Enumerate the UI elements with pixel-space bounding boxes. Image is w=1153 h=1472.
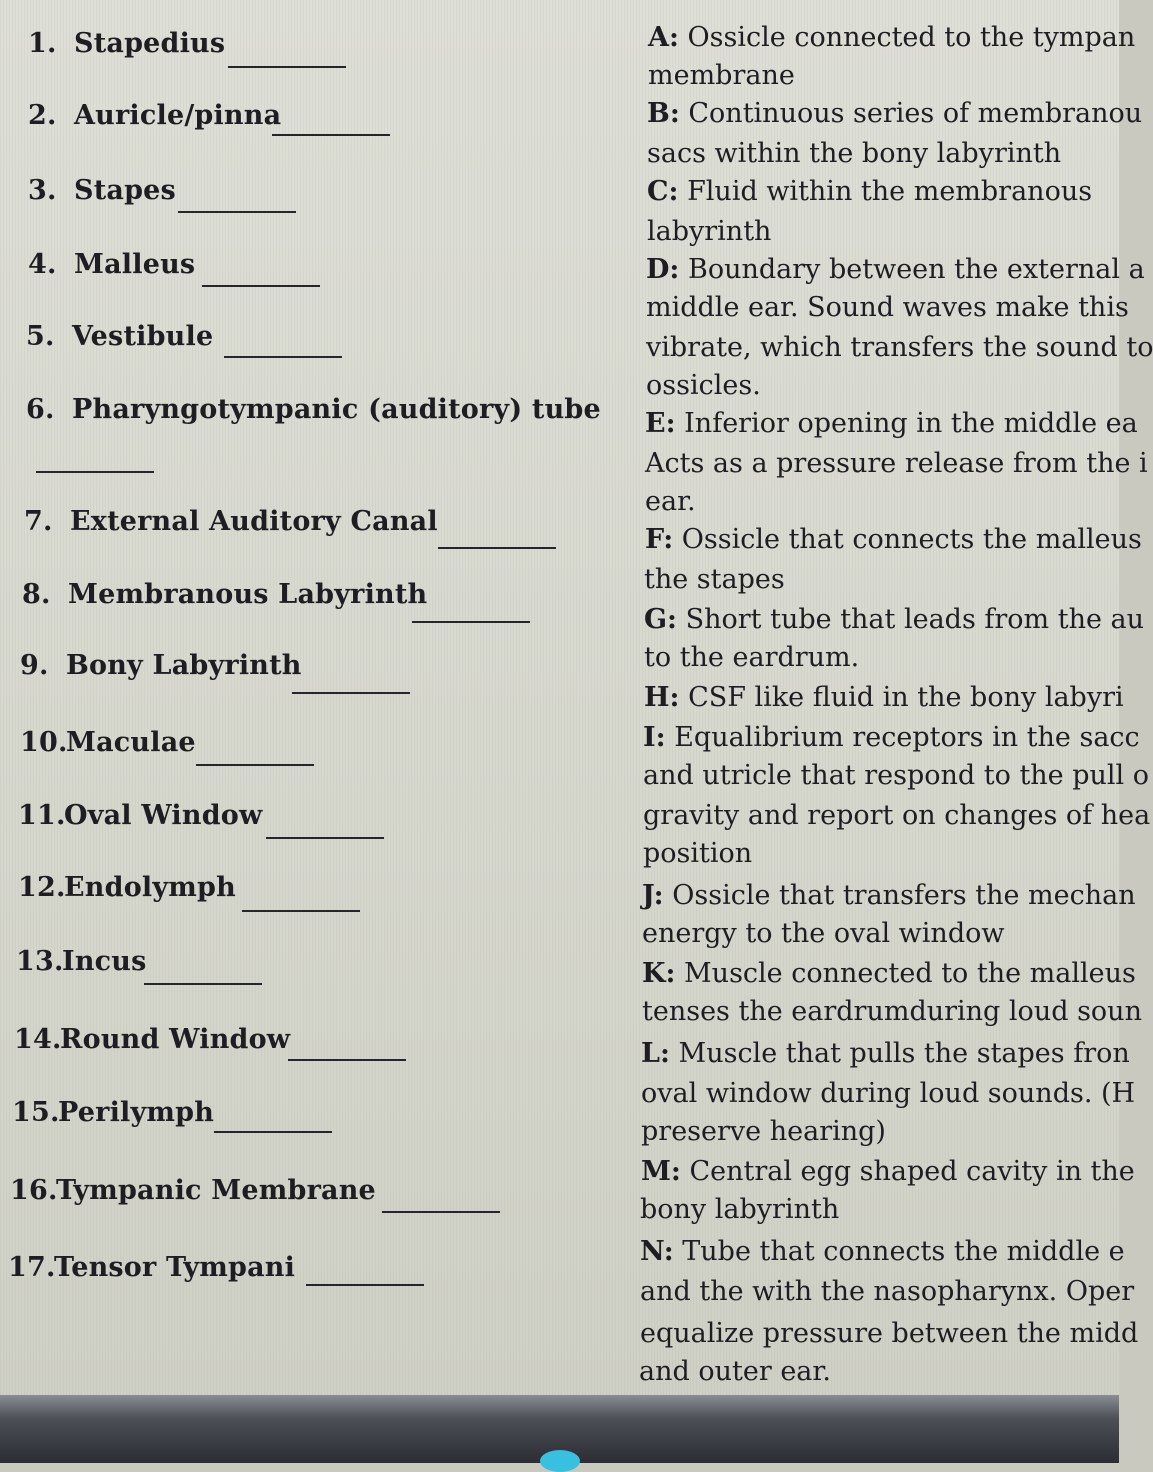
term-number: 11.	[18, 800, 66, 831]
definition-text: Short tube that leads from the au	[685, 604, 1145, 635]
term-item	[28, 28, 225, 59]
definition-letter: A:	[648, 22, 679, 53]
definition-text: Acts as a pressure release from the i	[645, 448, 1148, 479]
definition-continuation	[643, 800, 1150, 831]
term-item	[24, 506, 438, 537]
definition-text: ear.	[645, 486, 696, 517]
definition-continuation	[644, 564, 785, 595]
term-number: 3.	[28, 175, 57, 206]
term-label: Maculae	[66, 727, 196, 758]
definition-line	[643, 722, 1140, 753]
definition-letter: N:	[640, 1236, 674, 1267]
answer-blank[interactable]	[306, 1284, 424, 1286]
answer-blank[interactable]	[242, 910, 360, 912]
term-number: 13.	[16, 946, 64, 977]
definition-line	[644, 682, 1124, 713]
term-number: 10.	[20, 727, 68, 758]
definition-letter: C:	[647, 176, 679, 207]
term-label: Incus	[62, 946, 147, 977]
term-number: 6.	[26, 394, 55, 425]
definition-text: Ossicle that connects the malleus	[681, 524, 1142, 555]
term-item	[20, 727, 196, 758]
term-item	[14, 1024, 290, 1055]
definition-letter: H:	[644, 682, 680, 713]
term-label: Tympanic Membrane	[56, 1175, 376, 1206]
term-number: 5.	[26, 321, 55, 352]
definition-continuation	[641, 1116, 886, 1147]
term-number: 4.	[28, 249, 57, 280]
definition-text: CSF like fluid in the bony labyri	[688, 682, 1124, 713]
definition-text: bony labyrinth	[640, 1194, 840, 1225]
term-item	[28, 100, 281, 131]
definition-continuation	[642, 996, 1142, 1027]
definition-line	[645, 408, 1138, 439]
definition-text: Fluid within the membranous	[687, 176, 1093, 207]
definition-continuation	[640, 1276, 1134, 1307]
definition-text: middle ear. Sound waves make this	[646, 292, 1129, 323]
definition-continuation	[643, 838, 752, 869]
answer-blank[interactable]	[214, 1131, 332, 1133]
definition-continuation	[645, 486, 696, 517]
term-item	[8, 1252, 295, 1283]
definition-continuation	[644, 642, 859, 673]
definition-line	[647, 98, 1142, 129]
term-number: 8.	[22, 579, 51, 610]
definition-text: and the with the nasopharynx. Oper	[640, 1276, 1135, 1307]
definition-continuation	[648, 60, 795, 91]
term-label: Bony Labyrinth	[66, 650, 302, 681]
definition-continuation	[640, 1318, 1138, 1349]
definition-continuation	[642, 918, 1004, 949]
term-item	[26, 321, 213, 352]
answer-blank[interactable]	[196, 764, 314, 766]
answer-blank[interactable]	[36, 471, 154, 473]
definition-letter: B:	[647, 98, 680, 129]
definition-text: to the eardrum.	[644, 642, 860, 673]
term-label: Endolymph	[64, 872, 236, 903]
definition-line	[641, 1038, 1130, 1069]
term-label: Membranous Labyrinth	[68, 579, 428, 610]
term-item	[10, 1175, 376, 1206]
definition-continuation	[643, 760, 1149, 791]
definition-letter: L:	[641, 1038, 670, 1069]
term-item	[18, 800, 262, 831]
term-label: Malleus	[74, 249, 196, 280]
definition-continuation	[647, 216, 771, 247]
term-item	[20, 650, 302, 681]
taskbar-icon	[540, 1450, 580, 1472]
definition-continuation	[646, 370, 761, 401]
definition-letter: I:	[643, 722, 666, 753]
definition-continuation	[641, 1078, 1135, 1109]
definition-text: labyrinth	[647, 216, 772, 247]
answer-blank[interactable]	[224, 356, 342, 358]
term-label: Perilymph	[58, 1097, 215, 1128]
definition-line	[646, 254, 1145, 285]
answer-blank[interactable]	[228, 66, 346, 68]
term-label: Stapes	[74, 175, 176, 206]
term-number: 12.	[18, 872, 66, 903]
definition-text: and utricle that respond to the pull o	[643, 760, 1150, 791]
term-number: 7.	[24, 506, 53, 537]
definition-letter: J:	[642, 880, 664, 911]
answer-blank[interactable]	[412, 621, 530, 623]
definition-text: sacs within the bony labyrinth	[647, 138, 1062, 169]
term-item	[22, 579, 427, 610]
definition-text: the stapes	[644, 564, 785, 595]
definition-continuation	[647, 138, 1061, 169]
definition-text: oval window during loud sounds. (H	[641, 1078, 1136, 1109]
term-item	[26, 394, 601, 425]
definition-line	[644, 604, 1144, 635]
definition-text: preserve hearing)	[641, 1116, 886, 1147]
definition-text: Ossicle connected to the tympan	[687, 22, 1136, 53]
term-item	[18, 872, 236, 903]
answer-blank[interactable]	[288, 1059, 406, 1061]
definition-text: vibrate, which transfers the sound to	[646, 332, 1153, 363]
definition-line	[648, 22, 1135, 53]
answer-blank[interactable]	[292, 692, 410, 694]
answer-blank[interactable]	[382, 1211, 500, 1213]
definition-continuation	[639, 1356, 831, 1387]
definition-letter: D:	[646, 254, 680, 285]
definition-letter: G:	[644, 604, 678, 635]
term-label: Pharyngotympanic (auditory) tube	[72, 394, 601, 425]
definition-text: tenses the eardrumduring loud soun	[642, 996, 1142, 1027]
answer-blank[interactable]	[438, 547, 556, 549]
definition-line	[641, 1156, 1135, 1187]
term-item	[28, 175, 176, 206]
definition-text: position	[643, 838, 753, 869]
term-label: Stapedius	[74, 28, 226, 59]
term-number: 14.	[14, 1024, 62, 1055]
definition-text: Boundary between the external a	[687, 254, 1145, 285]
term-label: Auricle/pinna	[74, 100, 282, 131]
term-number: 16.	[10, 1175, 58, 1206]
definition-text: equalize pressure between the midd	[640, 1318, 1139, 1349]
term-number: 15.	[12, 1097, 60, 1128]
definition-letter: M:	[641, 1156, 681, 1187]
term-number: 2.	[28, 100, 57, 131]
definition-letter: E:	[645, 408, 676, 439]
definition-line	[642, 958, 1136, 989]
definition-letter: K:	[642, 958, 676, 989]
definition-line	[647, 176, 1092, 207]
term-number: 9.	[20, 650, 49, 681]
definition-text: Tube that connects the middle e	[682, 1236, 1125, 1267]
definition-line	[640, 1236, 1125, 1267]
definition-line	[645, 524, 1142, 555]
definition-letter: F:	[645, 524, 674, 555]
answer-blank[interactable]	[178, 211, 296, 213]
term-item	[16, 946, 147, 977]
definition-line	[642, 880, 1136, 911]
definition-text: ossicles.	[646, 370, 761, 401]
definition-continuation	[645, 448, 1148, 479]
definition-text: Muscle connected to the malleus	[684, 958, 1136, 989]
definition-text: Equalibrium receptors in the sacc	[674, 722, 1140, 753]
definition-text: Ossicle that transfers the mechan	[672, 880, 1136, 911]
term-item	[28, 249, 195, 280]
answer-blank[interactable]	[144, 983, 262, 985]
definition-continuation	[640, 1194, 839, 1225]
definition-text: membrane	[648, 60, 795, 91]
term-number: 1.	[28, 28, 57, 59]
definition-continuation	[646, 292, 1129, 323]
definition-continuation	[646, 332, 1153, 363]
definition-text: Inferior opening in the middle ea	[684, 408, 1138, 439]
answer-blank[interactable]	[266, 837, 384, 839]
term-label: External Auditory Canal	[70, 506, 438, 537]
answer-blank[interactable]	[272, 134, 390, 136]
term-label: Round Window	[60, 1024, 291, 1055]
answer-blank[interactable]	[202, 285, 320, 287]
definition-text: Continuous series of membranou	[688, 98, 1143, 129]
term-item	[12, 1097, 214, 1128]
term-label: Oval Window	[64, 800, 263, 831]
definition-text: gravity and report on changes of hea	[643, 800, 1151, 831]
term-label: Vestibule	[72, 321, 214, 352]
definition-text: energy to the oval window	[642, 918, 1005, 949]
definition-text: Muscle that pulls the stapes fron	[678, 1038, 1130, 1069]
term-label: Tensor Tympani	[54, 1252, 296, 1283]
term-number: 17.	[8, 1252, 56, 1283]
definition-text: and outer ear.	[639, 1356, 831, 1387]
definition-text: Central egg shaped cavity in the	[689, 1156, 1135, 1187]
